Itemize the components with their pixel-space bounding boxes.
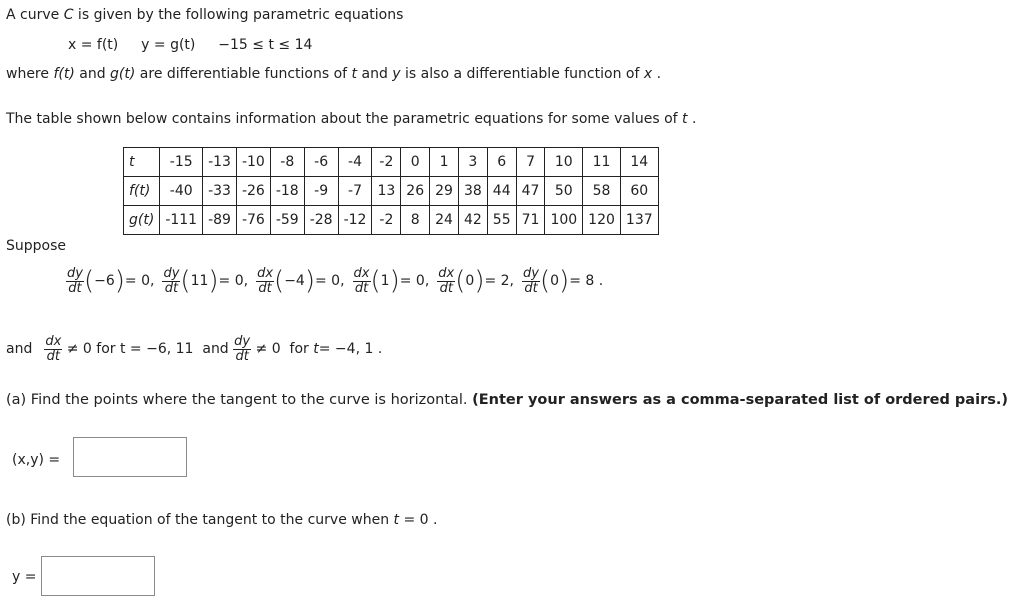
values-table-body	[124, 148, 659, 235]
table-cell: 6	[487, 148, 516, 177]
table-cell: 0	[401, 148, 430, 177]
table-cell: 58	[583, 177, 621, 206]
table-cell: -9	[304, 177, 338, 206]
table-cell: -7	[338, 177, 372, 206]
part-a-question: (a) Find the points where the tangent to the curve is horizontal. (Enter your answers as a comma-separated list of ordered pairs.)	[6, 392, 1008, 408]
table-row	[124, 177, 659, 206]
table-cell: -33	[203, 177, 237, 206]
table-row-label: g(t)	[124, 206, 160, 235]
dy-dt-fraction: $\frac{dy}{dt}$	[523, 265, 539, 296]
suppose-label: Suppose	[6, 238, 67, 254]
part-a-answer-input[interactable]	[73, 437, 187, 477]
table-cell: -2	[372, 206, 401, 235]
table-cell: 29	[430, 177, 459, 206]
table-cell: 14	[620, 148, 658, 177]
derivative-conditions: $\frac{dy}{dt}$ ( −6 ) = 0, $\frac{dy}{dt}$ ( 11 ) = 0, $\frac{dx}{dt}$ ( −4 ) = 0, $\frac{dx}{dt}$ ( 1 ) = 0, $\frac{dx}{dt}$ ( 0 ) = 2, $\frac{dy}{dt}$ ( 0 ) = 8 .	[67, 265, 604, 296]
table-cell: 44	[487, 177, 516, 206]
part-a-label: (x,y) =	[12, 452, 61, 468]
table-cell: -13	[203, 148, 237, 177]
table-cell: -28	[304, 206, 338, 235]
table-cell: 7	[516, 148, 545, 177]
table-row-label: f(t)	[124, 177, 160, 206]
table-cell: 120	[583, 206, 621, 235]
values-table	[123, 147, 659, 235]
table-row-label: t	[124, 148, 160, 177]
table-cell: -2	[372, 148, 401, 177]
table-cell: 100	[545, 206, 583, 235]
table-cell: 47	[516, 177, 545, 206]
table-cell: -15	[160, 148, 203, 177]
table-cell: 26	[401, 177, 430, 206]
table-cell: -40	[160, 177, 203, 206]
table-cell: -76	[236, 206, 270, 235]
table-cell: 8	[401, 206, 430, 235]
table-intro: The table shown below contains information about the parametric equations for some values of t .	[6, 111, 697, 127]
table-cell: -89	[203, 206, 237, 235]
equation-range: −15 ≤ t ≤ 14	[218, 37, 313, 53]
table-cell: -59	[270, 206, 304, 235]
dx-dt-fraction: $\frac{dx}{dt}$	[353, 265, 370, 296]
intro-line-3: where f(t) and g(t) are differentiable functions of t and y is also a differentiable function of x .	[6, 66, 662, 82]
table-cell: 10	[545, 148, 583, 177]
parametric-equations	[68, 37, 312, 53]
table-cell: 137	[620, 206, 658, 235]
part-b-label: y =	[12, 569, 37, 585]
table-cell: -18	[270, 177, 304, 206]
table-cell: -4	[338, 148, 372, 177]
nonzero-condition: and $\frac{dx}{dt}$ ≠ 0 for t = −6, 11 and $\frac{dy}{dt}$ ≠ 0 for t = −4, 1 .	[6, 333, 383, 364]
table-cell: -111	[160, 206, 203, 235]
table-cell: 38	[458, 177, 487, 206]
table-cell: -6	[304, 148, 338, 177]
equation-y: y = g(t)	[141, 37, 196, 53]
table-cell: 50	[545, 177, 583, 206]
table-cell: 1	[430, 148, 459, 177]
table-cell: 60	[620, 177, 658, 206]
dy-dt-fraction: $\frac{dy}{dt}$	[163, 265, 180, 296]
table-cell: 3	[458, 148, 487, 177]
table-cell: 42	[458, 206, 487, 235]
part-b-question: (b) Find the equation of the tangent to the curve when t = 0 .	[6, 512, 438, 528]
intro-line-1: A curve C is given by the following parametric equations	[6, 7, 404, 23]
table-row	[124, 206, 659, 235]
dx-dt-fraction: $\frac{dx}{dt}$	[438, 265, 455, 296]
dy-dt-fraction: $\frac{dy}{dt}$	[67, 265, 83, 296]
table-cell: 71	[516, 206, 545, 235]
table-cell: -8	[270, 148, 304, 177]
table-cell: 24	[430, 206, 459, 235]
dx-dt-fraction: $\frac{dx}{dt}$	[45, 333, 62, 364]
table-cell: -26	[236, 177, 270, 206]
table-cell: 11	[583, 148, 621, 177]
table-cell: -10	[236, 148, 270, 177]
table-cell: 55	[487, 206, 516, 235]
table-row	[124, 148, 659, 177]
table-cell: -12	[338, 206, 372, 235]
dx-dt-fraction: $\frac{dx}{dt}$	[257, 265, 274, 296]
part-b-answer-input[interactable]	[41, 556, 155, 596]
equation-x: x = f(t)	[68, 37, 119, 53]
table-cell: 13	[372, 177, 401, 206]
dy-dt-fraction: $\frac{dy}{dt}$	[234, 333, 251, 364]
